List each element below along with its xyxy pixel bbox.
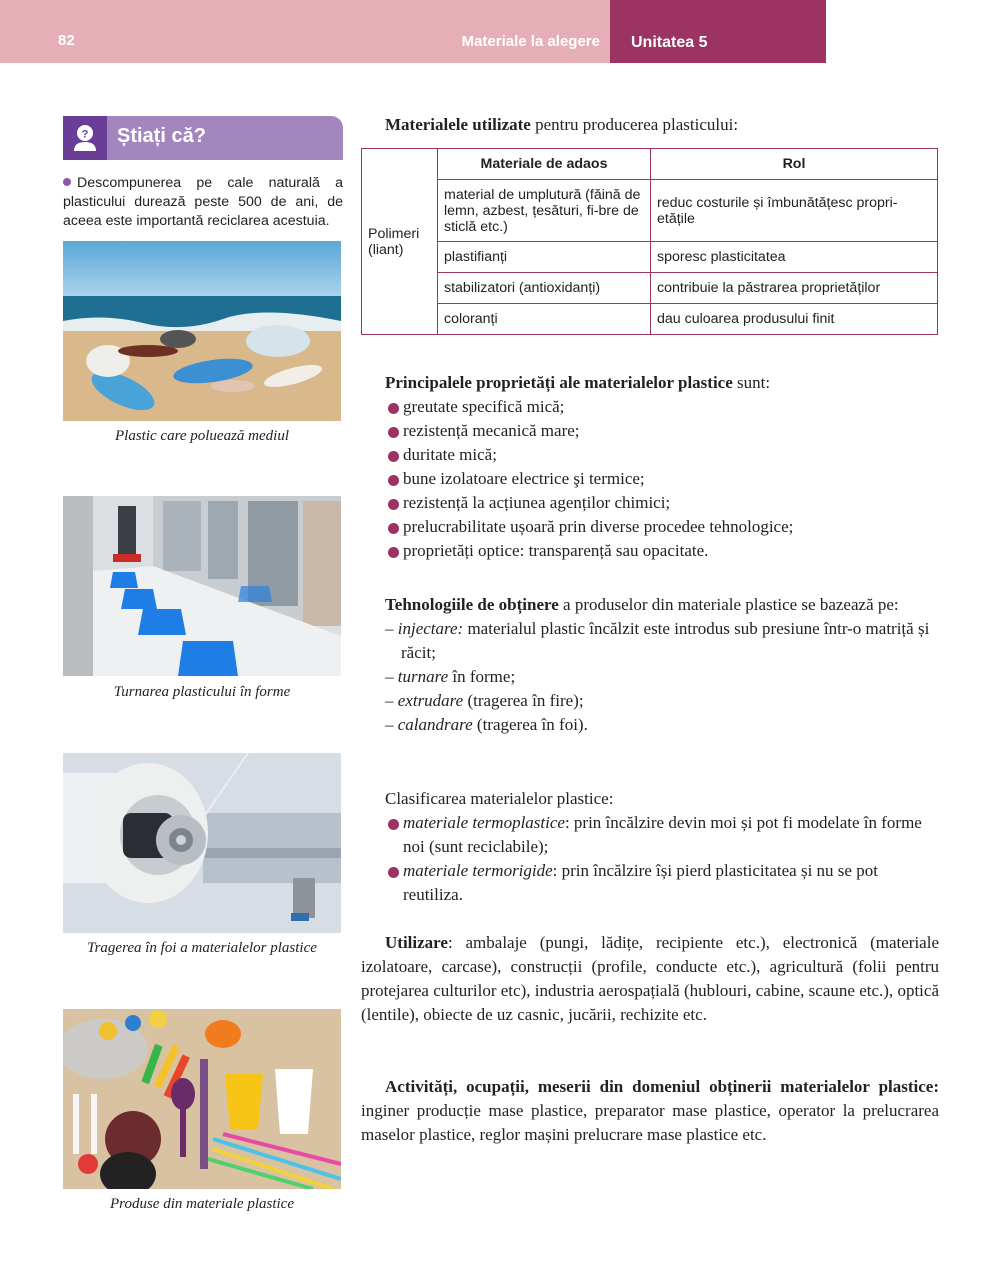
list-item: bune izolatoare electrice şi termice; bbox=[385, 467, 939, 491]
list-item: proprietăți optice: transparență sau opacitate. bbox=[385, 539, 939, 563]
unit-tab bbox=[610, 0, 826, 63]
photo-caption: Tragerea în foi a materialelor plastice bbox=[87, 940, 317, 956]
molding-conveyor-photo bbox=[63, 496, 341, 676]
table-cell: reduc costurile și îmbunătățesc propri-etățile bbox=[651, 180, 938, 242]
person-question-icon bbox=[63, 116, 107, 160]
column-header: Rol bbox=[651, 149, 938, 180]
film-roll-photo bbox=[63, 753, 341, 933]
list-item: – calandrare (tragerea în foi). bbox=[385, 715, 588, 734]
classification-heading: Clasificarea materialelor plastice: bbox=[385, 789, 614, 808]
plastic-products-photo bbox=[63, 1009, 341, 1189]
table-cell: stabilizatori (antioxidanți) bbox=[438, 273, 651, 304]
list-item: – turnare în forme; bbox=[385, 667, 516, 686]
table-cell: sporesc plasticitatea bbox=[651, 242, 938, 273]
did-you-know-text: Descompunerea pe cale naturală a plasticului durează peste 500 de ani, de aceea este importantă reciclarea acestuia. bbox=[63, 175, 343, 229]
did-you-know-title: Știați că? bbox=[117, 125, 206, 147]
list-item: materiale termorigide: prin încălzire își pierd plasticitatea și nu se pot reutiliza. bbox=[385, 859, 939, 907]
usage-paragraph: Utilizare: ambalaje (pungi, lădițe, recipiente etc.), electronică (materiale izolatoare, carcase), construcții (profile, conducte etc.), agricultură (folii pentru protejarea culturilor etc), industria aerospațială (hublouri, cabine, scaune etc.), optică (lentile), obiecte de uz casnic, jucării, rechizite etc. bbox=[361, 933, 939, 1024]
classification-section bbox=[361, 787, 939, 907]
technologies-heading: Tehnologiile de obținere a produselor din materiale plastice se bazează pe: bbox=[385, 595, 899, 614]
list-item: greutate specifică mică; bbox=[385, 395, 939, 419]
photo-caption: Turnarea plasticului în forme bbox=[113, 684, 291, 700]
jobs-paragraph: Activități, ocupații, meserii din domeniul obținerii materialelor plastice: inginer producție mase plastice, preparator mase plastice, operator la prelucrarea maselor plastice, reglor mașini prelucrare mase plastice etc. bbox=[361, 1077, 939, 1144]
table-header-row bbox=[362, 149, 938, 180]
beach-plastic-photo bbox=[63, 241, 341, 421]
table-row-header: Polimeri (liant) bbox=[362, 149, 438, 335]
table-cell: plastifianți bbox=[438, 242, 651, 273]
list-item: materiale termoplastice: prin încălzire devin moi și pot fi modelate în forme noi (sunt reciclabile); bbox=[385, 811, 939, 859]
list-item: prelucrabilitate ușoară prin diverse procedee tehnologice; bbox=[385, 515, 939, 539]
table-cell: coloranți bbox=[438, 304, 651, 335]
table-cell: dau culoarea produsului finit bbox=[651, 304, 938, 335]
list-item: rezistență la acțiunea agenților chimici; bbox=[385, 491, 939, 515]
table-row bbox=[362, 273, 938, 304]
table-cell: material de umplutură (făină de lemn, azbest, țesături, fi-bre de sticlă etc.) bbox=[438, 180, 651, 242]
technologies-section bbox=[361, 593, 939, 737]
materials-table bbox=[361, 148, 938, 335]
list-item: rezistență mecanică mare; bbox=[385, 419, 939, 443]
unit-label: Unitatea 5 bbox=[631, 34, 708, 51]
page-number: 82 bbox=[58, 32, 75, 49]
did-you-know-box bbox=[63, 116, 343, 160]
table-row bbox=[362, 180, 938, 242]
svg-text:?: ? bbox=[81, 128, 89, 141]
properties-heading: Principalele proprietăți ale materialelor plastice sunt: bbox=[385, 373, 771, 392]
bullet-icon bbox=[63, 178, 71, 186]
table-row bbox=[362, 304, 938, 335]
photo-caption: Plastic care poluează mediul bbox=[115, 428, 289, 444]
column-header: Materiale de adaos bbox=[438, 149, 651, 180]
photo-caption: Produse din materiale plastice bbox=[110, 1196, 294, 1212]
list-item: duritate mică; bbox=[385, 443, 939, 467]
list-item: – injectare: materialul plastic încălzit este introdus sub presiune într-o matriță și răcit; bbox=[385, 619, 930, 662]
section-title: Materiale la alegere bbox=[461, 33, 600, 50]
materials-intro: Materialele utilizate pentru producerea plasticului: bbox=[385, 115, 739, 134]
table-row bbox=[362, 242, 938, 273]
list-item: – extrudare (tragerea în fire); bbox=[385, 691, 584, 710]
properties-section bbox=[361, 371, 939, 563]
table-cell: contribuie la păstrarea proprietăților bbox=[651, 273, 938, 304]
